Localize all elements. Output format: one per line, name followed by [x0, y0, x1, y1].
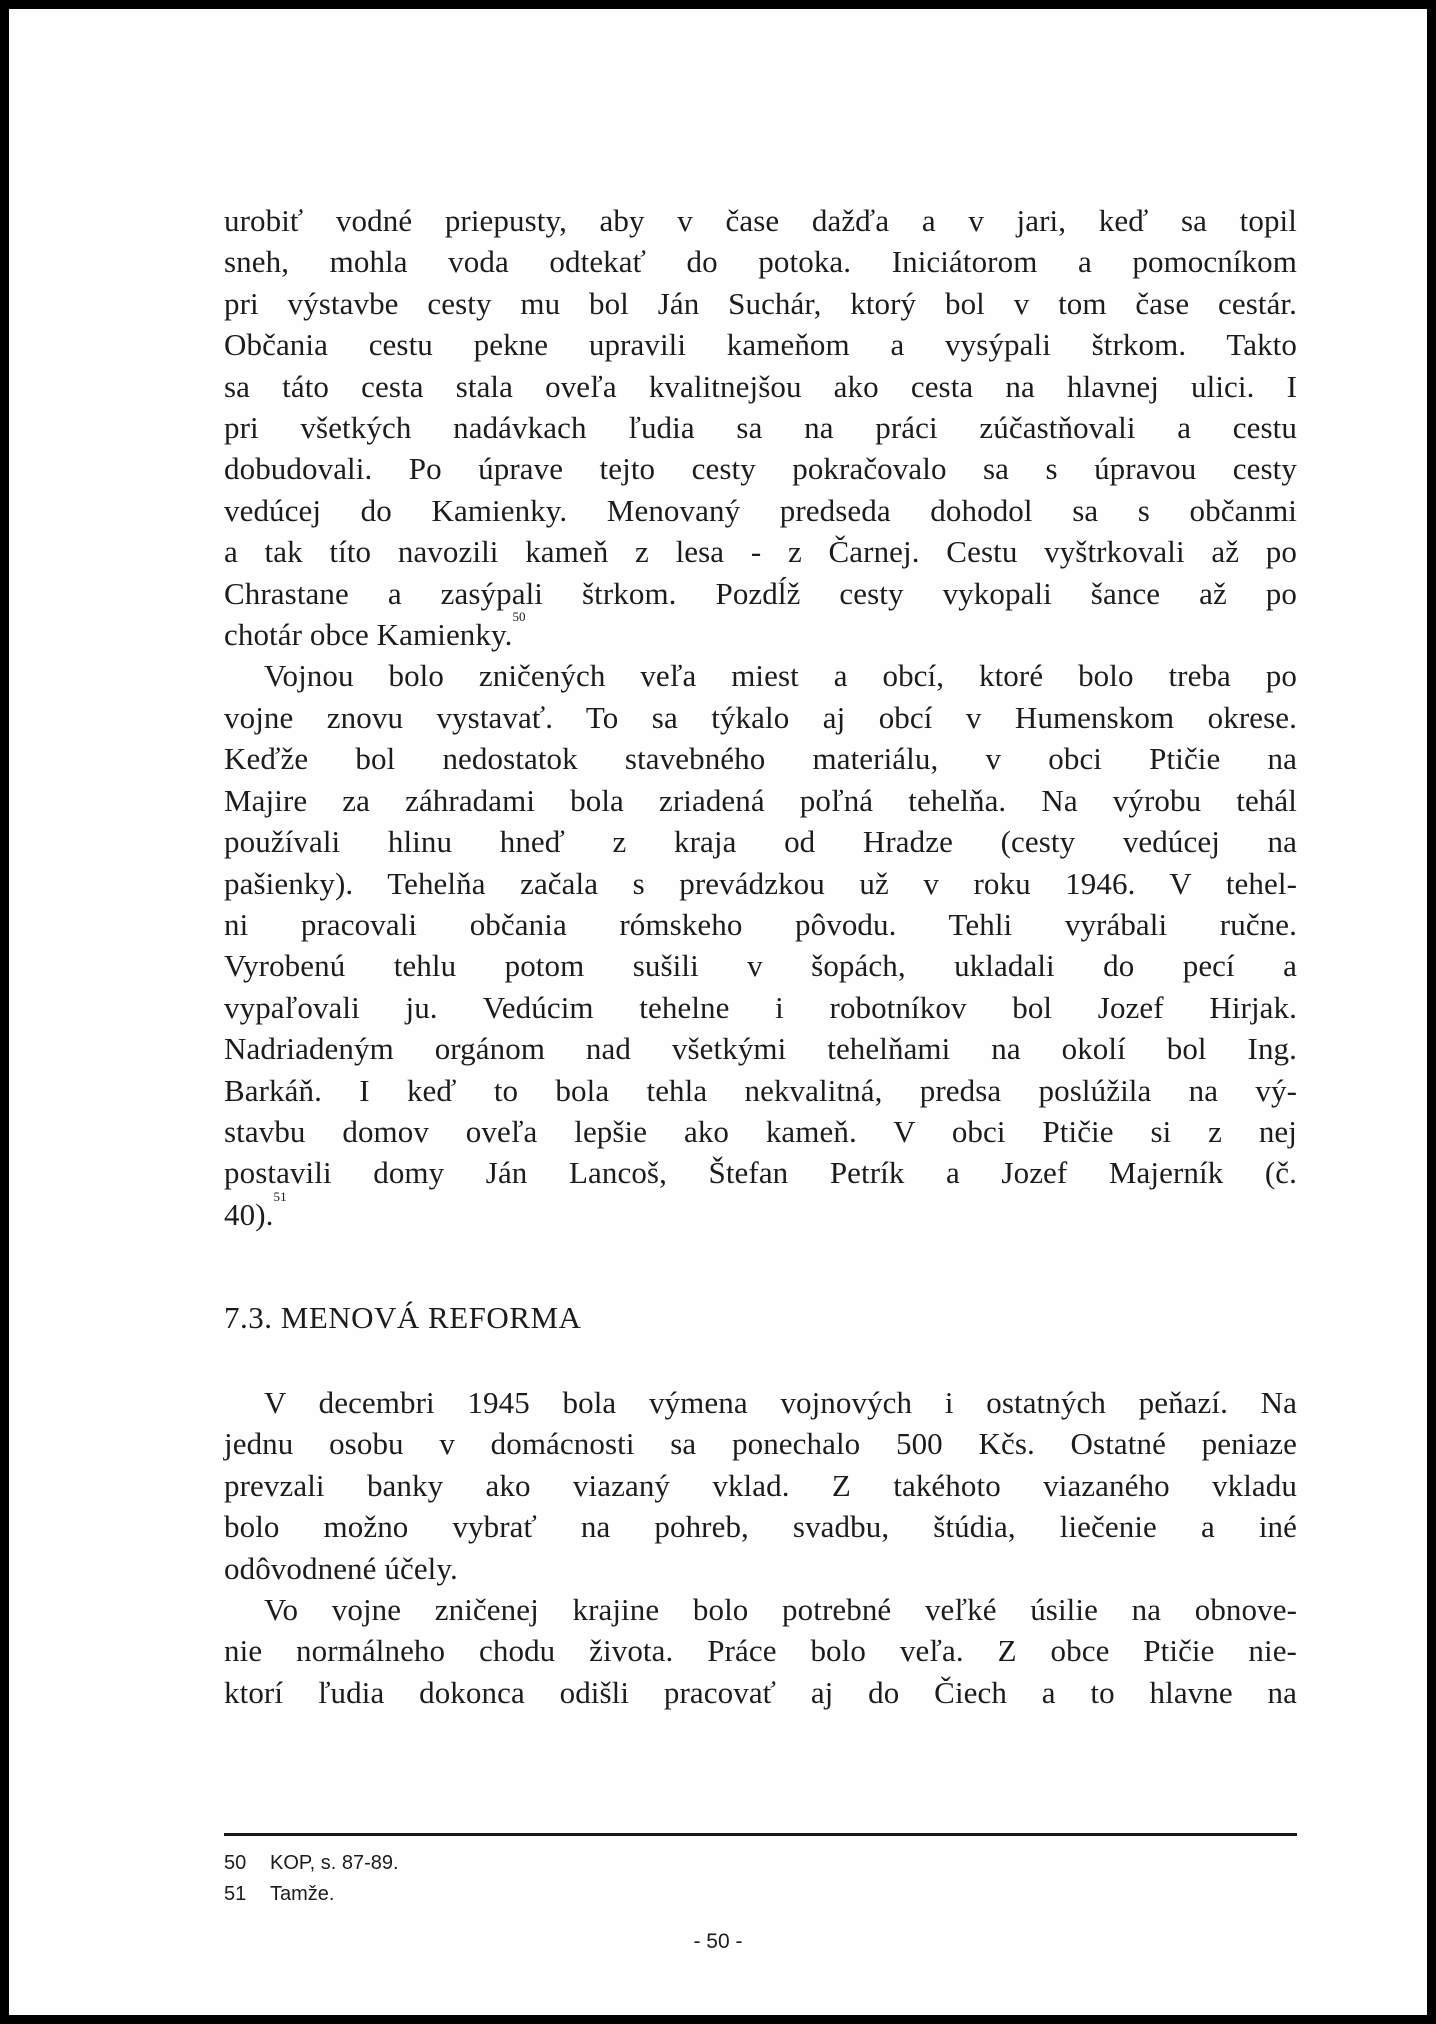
text-line — [224, 1188, 1297, 1235]
text-line: pri výstavbe cesty mu bol Ján Suchár, ktorý bol v tom čase cestár. — [224, 285, 1297, 321]
text-line: jednu osobu v domácnosti sa ponechalo 500 Kčs. Ostatné peniaze — [224, 1426, 1297, 1462]
footnote-number: 51 — [224, 1883, 247, 1905]
text-line: nie normálneho chodu života. Práce bolo veľa. Z obce Ptičie nie- — [224, 1633, 1297, 1669]
text-line: ni pracovali občania rómskeho pôvodu. Tehli vyrábali ručne. — [224, 906, 1297, 942]
text-line: Majire za záhradami bola zriadená poľná tehelňa. Na výrobu tehál — [224, 782, 1297, 818]
paragraph-1 — [224, 200, 1297, 655]
section-heading: 7.3. MENOVÁ REFORMA — [224, 1300, 582, 1335]
text-line: V decembri 1945 bola výmena vojnových i ostatných peňazí. Na — [264, 1385, 1297, 1420]
footnotes — [224, 1848, 399, 1910]
text-line: stavbu domov oveľa lepšie ako kameň. V obci Ptičie si z nej — [224, 1113, 1297, 1149]
footnote-item — [224, 1879, 399, 1910]
text-line: dobudovali. Po úprave tejto cesty pokračovalo sa s úpravou cesty — [224, 451, 1297, 487]
text-line: sneh, mohla voda odtekať do potoka. Iniciátorom a pomocníkom — [224, 244, 1297, 280]
text-line: Vyrobenú tehlu potom sušili v šopách, ukladali do pecí a — [224, 948, 1297, 984]
footnote-separator — [224, 1833, 1297, 1836]
section-body — [224, 1382, 1297, 1713]
footnote-text: Tamže. — [270, 1883, 335, 1905]
text-line: Občania cestu pekne upravili kameňom a vysýpali štrkom. Takto — [224, 327, 1297, 363]
text-line: pašienky). Tehelňa začala s prevádzkou už v roku 1946. V tehel- — [224, 865, 1297, 901]
text-fragment: 40). — [224, 1196, 274, 1232]
footnote-text: KOP, s. 87-89. — [270, 1852, 399, 1874]
text-line: Vo vojne zničenej krajine bolo potrebné veľké úsilie na obnove- — [264, 1592, 1297, 1628]
text-line: ktorí ľudia dokonca odišli pracovať aj do Čiech a to hlavne na — [224, 1674, 1297, 1710]
text-line: a tak títo navozili kameň z lesa - z Čarnej. Cestu vyštrkovali až po — [224, 534, 1297, 570]
text-line: Chrastane a zasýpali štrkom. Pozdĺž cesty vykopali šance až po — [224, 575, 1297, 611]
text-fragment: chotár obce Kamienky. — [224, 617, 513, 653]
footnote-item — [224, 1848, 399, 1879]
footnote-ref-51[interactable]: 51 — [273, 1188, 287, 1204]
text-line: Nadriadeným orgánom nad všetkými tehelňami na okolí bol Ing. — [224, 1031, 1297, 1067]
text-line: sa táto cesta stala oveľa kvalitnejšou ako cesta na hlavnej ulici. I — [224, 368, 1297, 404]
text-line: odôvodnené účely. — [224, 1550, 458, 1586]
text-line: Keďže bol nedostatok stavebného materiálu, v obci Ptičie na — [224, 741, 1297, 777]
paragraph-2 — [224, 655, 1297, 1235]
text-line: vojne znovu vystavať. To sa týkalo aj obcí v Humenskom okrese. — [224, 699, 1297, 735]
text-line: vypaľovali ju. Vedúcim tehelne i robotníkov bol Jozef Hirjak. — [224, 989, 1297, 1025]
text-line: vedúcej do Kamienky. Menovaný predseda dohodol sa s občanmi — [224, 492, 1297, 528]
paragraph-4 — [224, 1589, 1297, 1713]
text-line — [224, 609, 1297, 655]
footnote-number: 50 — [224, 1852, 247, 1874]
text-line: prevzali banky ako viazaný vklad. Z takéhoto viazaného vkladu — [224, 1467, 1297, 1503]
text-line: Barkáň. I keď to bola tehla nekvalitná, predsa poslúžila na vý- — [224, 1072, 1297, 1108]
text-line: urobiť vodné priepusty, aby v čase dažďa a v jari, keď sa topil — [224, 203, 1297, 238]
paragraph-3 — [224, 1382, 1297, 1589]
page-number: - 50 - — [693, 1930, 743, 1953]
footnote-ref-50[interactable]: 50 — [512, 609, 526, 625]
text-line: pri všetkých nadávkach ľudia sa na práci zúčastňovali a cestu — [224, 410, 1297, 446]
text-line: používali hlinu hneď z kraja od Hradze (cesty vedúcej na — [224, 824, 1297, 860]
text-line: bolo možno vybrať na pohreb, svadbu, štúdia, liečenie a iné — [224, 1509, 1297, 1545]
text-line: postavili domy Ján Lancoš, Štefan Petrík a Jozef Majerník (č. — [224, 1155, 1297, 1191]
text-line: Vojnou bolo zničených veľa miest a obcí, ktoré bolo treba po — [264, 658, 1297, 694]
page-body — [224, 200, 1297, 1710]
